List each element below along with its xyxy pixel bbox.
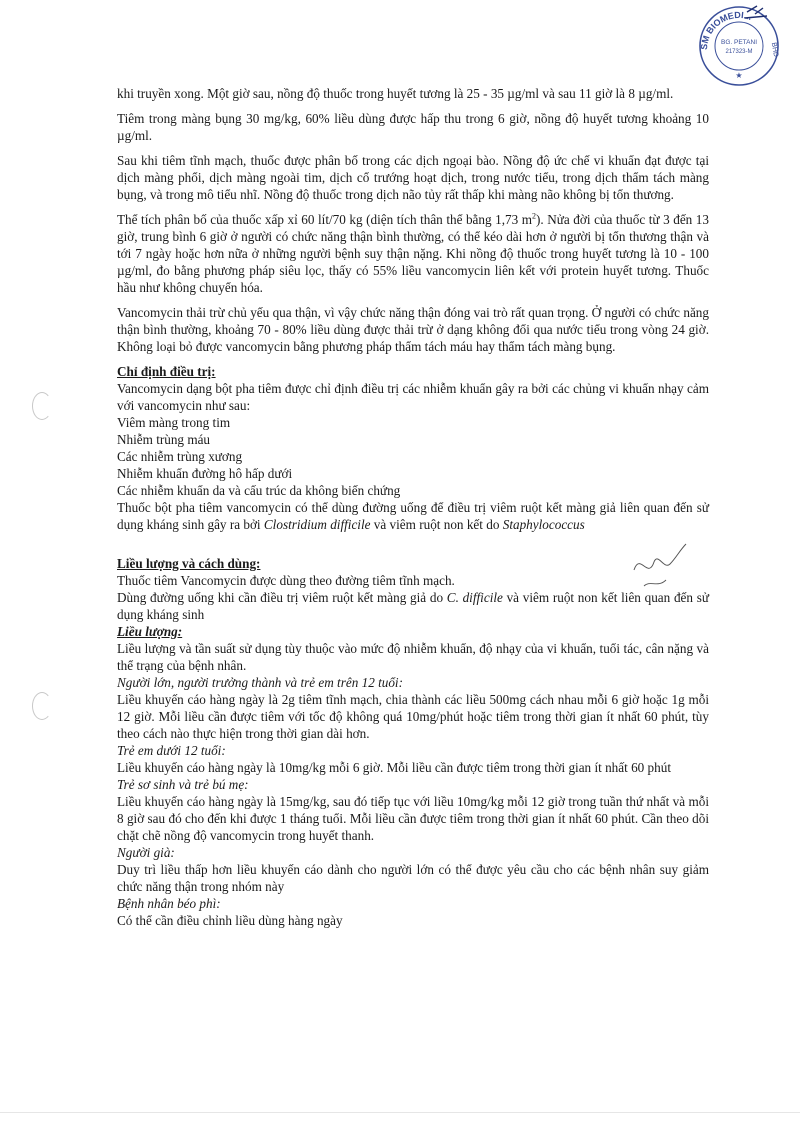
- stamp-top-text: SM BIOMEDI...: [698, 9, 754, 51]
- stamp-mid-text: BG. PETANI: [721, 39, 757, 46]
- indication-item: Nhiễm khuẩn đường hô hấp dưới: [117, 466, 293, 481]
- pk-paragraph-4: [117, 211, 709, 296]
- pk-paragraph-4-part-a: Thể tích phân bố của thuốc xấp xỉ 60 lít/70 kg (diện tích thân thể bằng 1,73 m: [117, 212, 533, 227]
- indications-heading: Chỉ định điều trị:: [117, 364, 216, 379]
- dosage-route: Thuốc tiêm Vancomycin được dùng theo đường tiêm tĩnh mạch.: [117, 573, 455, 588]
- dosage-group-text-neonates: Liều khuyến cáo hàng ngày là 15mg/kg, sau đó tiếp tục với liều 10mg/kg mỗi 12 giờ trong tuần thứ nhất và mỗi 8 giờ sau đó cho đến khi được 1 tháng tuổi. Mỗi liều cần được tiêm trong thời gian ít nhất 60 phút. Cần theo dõi chặt chẽ nồng độ vancomycin trong huyết thanh.: [117, 794, 709, 843]
- indications-oral-text-a: Thuốc bột pha tiêm vancomycin có thể dùng đường uống để điều trị viêm ruột kết màng giả liên quan đến sử dụng kháng sinh gây ra bởi: [117, 500, 709, 532]
- dosage-group-text-elderly: Duy trì liều thấp hơn liều khuyến cáo dành cho người lớn có thể được yêu cầu cho các bệnh nhân suy giảm chức năng thận trong nhóm này: [117, 862, 709, 894]
- indication-item: Các nhiễm khuẩn da và cấu trúc da không biến chứng: [117, 483, 401, 498]
- page-bottom-edge: [0, 1112, 800, 1113]
- dosage-oral-use: [117, 589, 709, 623]
- indications-oral-text-b: và viêm ruột non kết do: [370, 517, 503, 532]
- indication-item: Viêm màng trong tim: [117, 415, 231, 430]
- dosage-oral-text-b: và viêm ruột non kết liên quan đến sử dụng kháng sinh: [117, 590, 709, 622]
- stamp-number-text: 217323-M: [725, 49, 753, 55]
- document-body: [117, 85, 709, 929]
- dosage-group-label-children: Trẻ em dưới 12 tuổi:: [117, 743, 226, 758]
- dosage-heading: Liều lượng và cách dùng:: [117, 556, 261, 571]
- indication-item: Các nhiễm trùng xương: [117, 449, 243, 464]
- pk-paragraph-5: Vancomycin thải trừ chủ yếu qua thận, vì vậy chức năng thận đóng vai trò rất quan trọng. Ở người có chức năng thận bình thường, khoảng 70 - 80% liều dùng được thải trừ ở dạng không đổi qua nước tiểu trong vòng 24 giờ. Không loại bỏ được vancomycin bằng phương pháp thẩm tách máu hay thẩm tách màng bụng.: [117, 305, 709, 354]
- organism-staphylococcus: Staphylococcus: [502, 517, 585, 532]
- indication-item: Nhiễm trùng máu: [117, 432, 211, 447]
- organism-clostridium: Clostridium difficile: [263, 517, 371, 532]
- dosage-group-text-children: Liều khuyến cáo hàng ngày là 10mg/kg mỗi 6 giờ. Mỗi liều cần được tiêm trong thời gian ít nhất 60 phút: [117, 760, 672, 775]
- punch-hole-bottom: [32, 692, 52, 720]
- dosage-group-label-obese: Bệnh nhân béo phì:: [117, 896, 221, 911]
- dosage-group-label-adults: Người lớn, người trưởng thành và trẻ em trên 12 tuổi:: [117, 675, 403, 690]
- organism-c-difficile: C. difficile: [446, 590, 503, 605]
- dosage-oral-text-a: Dùng đường uống khi cần điều trị viêm ruột kết màng giả do: [117, 590, 447, 605]
- stamp-star-icon: ★: [735, 71, 743, 80]
- pk-paragraph-2: Tiêm trong màng bụng 30 mg/kg, 60% liều dùng được hấp thu trong 6 giờ, nồng độ huyết tương khoảng 10 µg/ml.: [117, 111, 709, 143]
- dosage-general: Liều lượng và tần suất sử dụng tùy thuộc vào mức độ nhiễm khuẩn, độ nhạy của vi khuẩn, tuổi tác, cân nặng và thể trạng của bệnh nhân.: [117, 641, 709, 673]
- pk-paragraph-4-superscript: 2: [532, 211, 537, 221]
- indications-intro: Vancomycin dạng bột pha tiêm được chỉ định điều trị các nhiễm khuẩn gây ra bởi các chủng vi khuẩn nhạy cảm với vancomycin như sau:: [117, 381, 709, 413]
- dosage-group-label-elderly: Người già:: [117, 845, 175, 860]
- pk-paragraph-3: Sau khi tiêm tĩnh mạch, thuốc được phân bố trong các dịch ngoại bào. Nồng độ ức chế vi khuẩn đạt được tại dịch màng phổi, dịch màng ngoài tim, dịch cổ trướng hoạt dịch, trong nước tiểu, trong dịch thẩm tách màng bụng, và trong mô tiểu nhĩ. Nồng độ thuốc trong dịch não tủy rất thấp khi màng não không bị tổn thương.: [117, 153, 709, 202]
- dosage-sub-heading: Liều lượng:: [117, 624, 183, 639]
- dosage-group-text-adults: Liều khuyến cáo hàng ngày là 2g tiêm tĩnh mạch, chia thành các liều 500mg cách nhau mỗi 6 giờ hoặc 1g mỗi 12 giờ. Mỗi liều cần được tiêm với tốc độ không quá 10mg/phút hoặc tiêm trong thời gian ít nhất 60 phút, tùy theo cách nào thực hiện trong thời gian dài hơn.: [117, 692, 709, 741]
- dosage-group-text-obese: Có thể cần điều chỉnh liều dùng hàng ngày: [117, 913, 343, 928]
- punch-hole-top: [32, 392, 52, 420]
- pk-paragraph-4-part-b: ). Nửa đời của thuốc từ 3 đến 13 giờ, trung bình 6 giờ ở người có chức năng thận bình thường, có thể kéo dài hơn ở người bị tổn thương thận và tới 7 ngày hoặc hơn nữa ở những người bệnh suy thận nặng. Khi nồng độ thuốc trong huyết tương là 10 - 100 µg/ml, đo bằng phương pháp siêu lọc, thấy có 55% liều vancomycin liên kết với protein huyết tương. Thuốc hầu như không chuyển hóa.: [117, 212, 709, 295]
- stamp-side-text: BHD: [769, 41, 780, 58]
- company-stamp: [697, 4, 781, 88]
- indications-oral-use: [117, 499, 709, 533]
- pk-paragraph-1: khi truyền xong. Một giờ sau, nồng độ thuốc trong huyết tương là 25 - 35 µg/ml và sau 11 giờ là 8 µg/ml.: [117, 86, 674, 101]
- dosage-group-label-neonates: Trẻ sơ sinh và trẻ bú mẹ:: [117, 777, 249, 792]
